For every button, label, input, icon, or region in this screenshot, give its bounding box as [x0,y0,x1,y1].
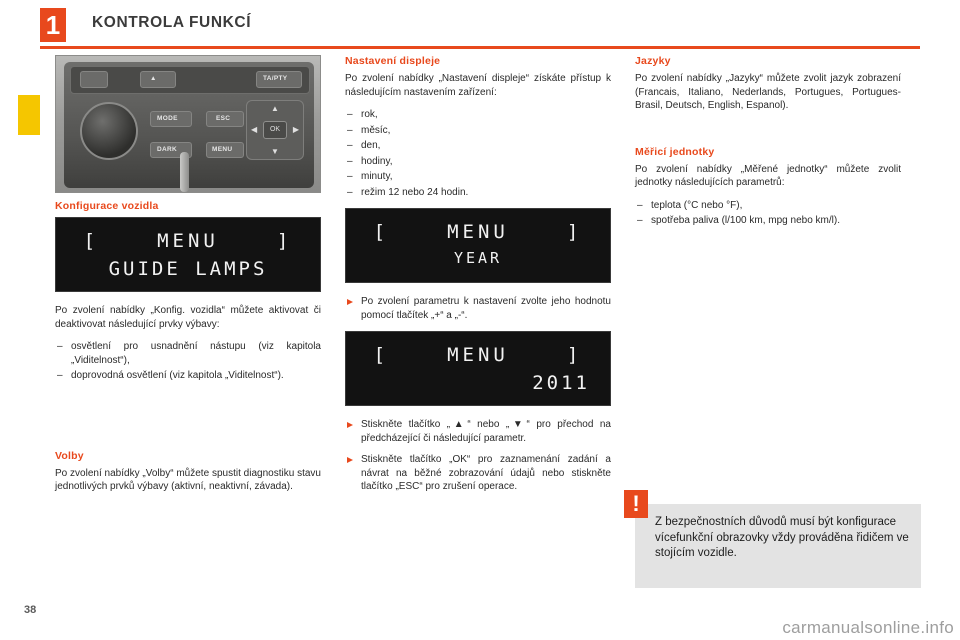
lcd-menu-title: MENU [447,221,509,243]
lcd-bracket-right: ] [566,344,583,366]
list-item: – den, [345,139,611,153]
left-arrow-icon: ◀ [251,125,258,134]
lcd-display-year [345,208,611,283]
lcd-row-value: 2011 [532,372,590,394]
page-number: 38 [24,604,37,616]
section-title-languages: Jazyky [635,55,671,67]
list-item: – osvětlení pro usnadnění nástupu (viz kapitola „Viditelnost“), [55,340,321,367]
dark-label: DARK [157,146,177,153]
navigation-pad [246,100,304,160]
lcd-bracket-left: [ [83,230,100,252]
column-middle [345,55,611,503]
list-item: – režim 12 nebo 24 hodin. [345,186,611,200]
list-step-1 [345,295,611,322]
paragraph-display-settings: Po zvolení nabídky „Nastavení displeje“ získáte přístup k následujícím nastavením zařízení: [345,73,611,98]
paragraph-languages: Po zvolení nabídky „Jazyky“ můžete zvolit jazyk zobrazení (Francais, Italiano, Nederlands, Portugues, Portugues-Brasil, Deutsch, English, Espanol). [635,73,901,111]
page-title: KONTROLA FUNKCÍ [92,14,252,31]
up-arrow-icon: ▲ [271,104,279,113]
section-title-options: Volby [55,449,84,462]
lcd-row-menu [346,221,610,243]
mode-label: MODE [157,115,178,122]
lcd-row-value: GUIDE LAMPS [108,258,268,280]
column-right [635,55,901,237]
ta-pty-label: TA/PTY [263,75,288,82]
esc-label: ESC [216,115,231,122]
paragraph-options: Po zvolení nabídky „Volby“ můžete spustit diagnostiku stavu jednotlivých prvků výbavy (aktivní, neaktivní, závada). [55,467,321,492]
warning-icon: ! [624,490,648,518]
right-arrow-icon: ▶ [292,125,299,134]
list-steps-2 [345,418,611,494]
lcd-bracket-right: ] [566,221,583,243]
site-watermark: carmanualsonline.info [782,618,954,637]
lcd-row-menu [346,344,610,366]
lcd-menu-title: MENU [157,230,219,252]
warning-text: Z bezpečnostních důvodů musí být konfigurace vícefunkční obrazovky vždy prováděna řidičem ve stojícím vozidle. [655,516,909,559]
lcd-bracket-right: ] [276,230,293,252]
warning-box [632,491,921,588]
eject-icon: ▲ [150,75,157,82]
lcd-row-value: YEAR [453,249,503,267]
radio-panel-photo [55,55,321,193]
photo-button-eject [140,71,176,88]
volume-knob [80,102,138,160]
control-stalk [180,152,189,192]
spacer [635,122,901,146]
lcd-bracket-left: [ [373,221,390,243]
lcd-row-menu [56,230,320,252]
lcd-bracket-left: [ [373,344,390,366]
menu-label: MENU [212,146,233,153]
paragraph-units: Po zvolení nabídky „Měřené jednotky“ můžete zvolit jednotky následujících parametrů: [635,163,901,188]
list-item: Stiskněte tlačítko „▲“ nebo „▼“ pro přechod na předcházející či následující parametr. [345,418,611,445]
chapter-number: 1 [40,8,66,42]
paragraph-vehicle-config: Po zvolení nabídky „Konfig. vozidla“ můžete aktivovat či deaktivovat následující prvky výbavy: [55,305,321,330]
side-tab-marker [18,95,40,135]
list-item: Po zvolení parametru k nastavení zvolte jeho hodnotu pomocí tlačítek „+“ a „-“. [345,295,611,322]
list-display-settings [345,108,611,199]
list-item: Stiskněte tlačítko „OK“ pro zaznamenání zadání a návrat na běžné zobrazování údajů nebo stiskněte tlačítko „ESC“ pro zrušení operace. [345,453,611,494]
ok-button-label: OK [263,121,287,139]
column-left [55,200,321,503]
down-arrow-icon: ▼ [271,147,279,156]
list-units [635,199,901,228]
list-item: – měsíc, [345,124,611,138]
header-divider [40,46,920,49]
list-item: – doprovodná osvětlení (viz kapitola „Viditelnost“). [55,369,321,383]
list-item: – spotřeba paliva (l/100 km, mpg nebo km/l). [635,214,901,228]
list-item: – minuty, [345,170,611,184]
photo-button-left [80,71,108,88]
list-item: – teplota (°C nebo °F), [635,199,901,213]
section-title-display-settings: Nastavení displeje [345,55,441,67]
lcd-menu-title: MENU [447,344,509,366]
list-vehicle-config [55,340,321,383]
list-item: – hodiny, [345,155,611,169]
section-title-vehicle-config: Konfigurace vozidla [55,200,159,212]
section-title-units: Měřicí jednotky [635,145,715,158]
list-item: – rok, [345,108,611,122]
lcd-display-year-value [345,331,611,406]
lcd-display-guide-lamps [55,217,321,292]
spacer [55,392,321,450]
